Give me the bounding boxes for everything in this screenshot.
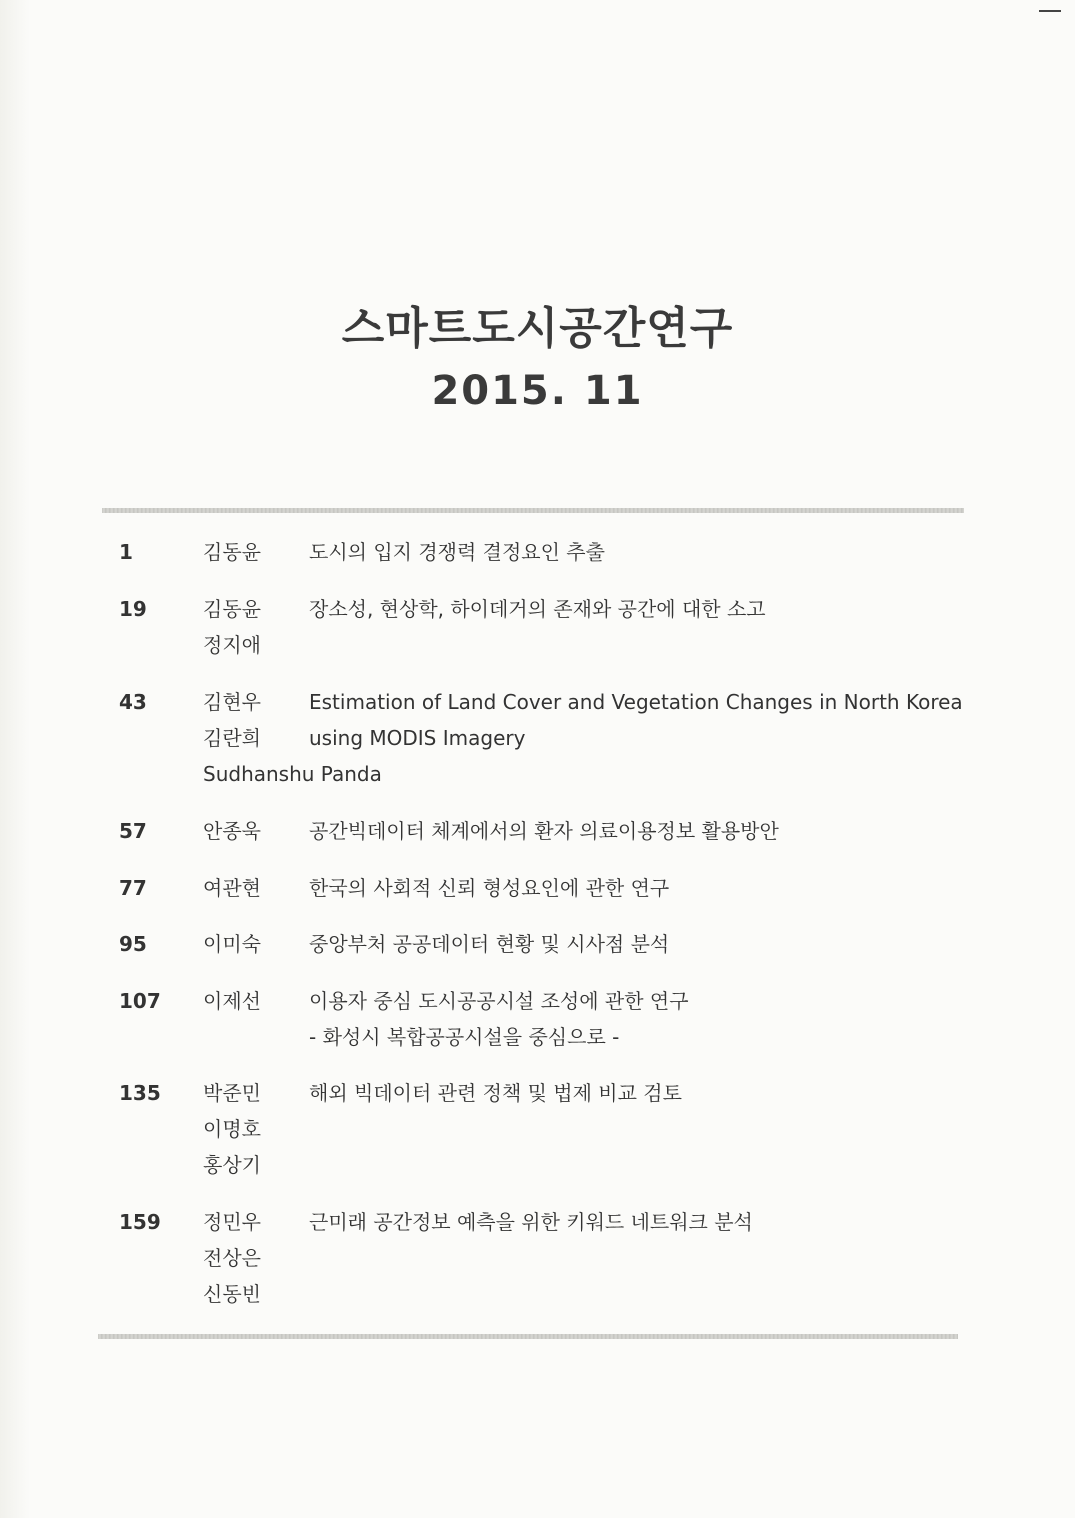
bottom-divider: [98, 1334, 958, 1339]
toc-author: 신동빈: [203, 1282, 261, 1306]
toc-author: 김동윤: [203, 540, 261, 564]
toc-authors: [203, 813, 261, 849]
toc-article-title: [309, 534, 605, 570]
toc-authors: [203, 591, 261, 663]
top-divider: [102, 508, 964, 513]
toc-article-title: [309, 591, 766, 627]
toc-title-line: 이용자 중심 도시공공시설 조성에 관한 연구: [309, 989, 689, 1013]
toc-author: 정민우: [203, 1210, 261, 1234]
toc-author: 박준민: [203, 1081, 261, 1105]
toc-title-line: 중앙부처 공공데이터 현황 및 시사점 분석: [309, 932, 670, 956]
toc-page-number: 43: [119, 690, 147, 714]
toc-subtitle-line: - 화성시 복합공공시설을 중심으로 -: [309, 1025, 620, 1049]
toc-article-title: [309, 983, 689, 1055]
toc-author: Sudhanshu Panda: [203, 762, 382, 786]
toc-article-title: [309, 1204, 753, 1240]
toc-authors: [203, 983, 261, 1019]
toc-author: 김동윤: [203, 597, 261, 621]
toc-author: 전상은: [203, 1246, 261, 1270]
toc-title-line: 근미래 공간정보 예측을 위한 키워드 네트워크 분석: [309, 1210, 753, 1234]
toc-authors: [203, 1075, 261, 1183]
toc-title-line: 한국의 사회적 신뢰 형성요인에 관한 연구: [309, 876, 670, 900]
toc-authors: [203, 870, 261, 906]
page-left-edge-shadow: [0, 0, 30, 1518]
toc-title-line: 장소성, 현상학, 하이데거의 존재와 공간에 대한 소고: [309, 597, 766, 621]
toc-page-number: 135: [119, 1081, 161, 1105]
toc-page-number: 19: [119, 597, 147, 621]
toc-title-line: 해외 빅데이터 관련 정책 및 법제 비교 검토: [309, 1081, 682, 1105]
toc-page-number: 107: [119, 989, 161, 1013]
toc-article-title: [309, 1075, 682, 1111]
toc-author: 안종욱: [203, 819, 261, 843]
toc-author: 김현우: [203, 690, 261, 714]
toc-article-title: [309, 926, 669, 962]
toc-title-line: Estimation of Land Cover and Vegetation Changes in North Korea: [309, 690, 963, 714]
toc-page-number: 57: [119, 819, 147, 843]
toc-page-number: 159: [119, 1210, 161, 1234]
toc-authors: [203, 534, 261, 570]
toc-author: 홍상기: [203, 1153, 261, 1177]
toc-article-title: [309, 684, 963, 756]
toc-page-number: 1: [119, 540, 133, 564]
toc-page-number: 77: [119, 876, 147, 900]
toc-article-title: [309, 813, 779, 849]
toc-authors: [203, 926, 261, 962]
toc-author: 이제선: [203, 989, 261, 1013]
toc-authors: [203, 1204, 261, 1312]
toc-article-title: [309, 870, 669, 906]
toc-title-line: 도시의 입지 경쟁력 결정요인 추출: [309, 540, 605, 564]
corner-mark: [1039, 10, 1061, 12]
toc-page-number: 95: [119, 932, 147, 956]
toc-author: 여관현: [203, 876, 261, 900]
toc-title-line: 공간빅데이터 체계에서의 환자 의료이용정보 활용방안: [309, 819, 779, 843]
toc-author: 이명호: [203, 1117, 261, 1141]
toc-title-line: using MODIS Imagery: [309, 726, 526, 750]
toc-author: 김란희: [203, 726, 261, 750]
journal-issue: 2015. 11: [431, 368, 644, 414]
journal-title: 스마트도시공간연구: [341, 303, 734, 354]
toc-author: 이미숙: [203, 932, 261, 956]
toc-author: 정지애: [203, 633, 261, 657]
